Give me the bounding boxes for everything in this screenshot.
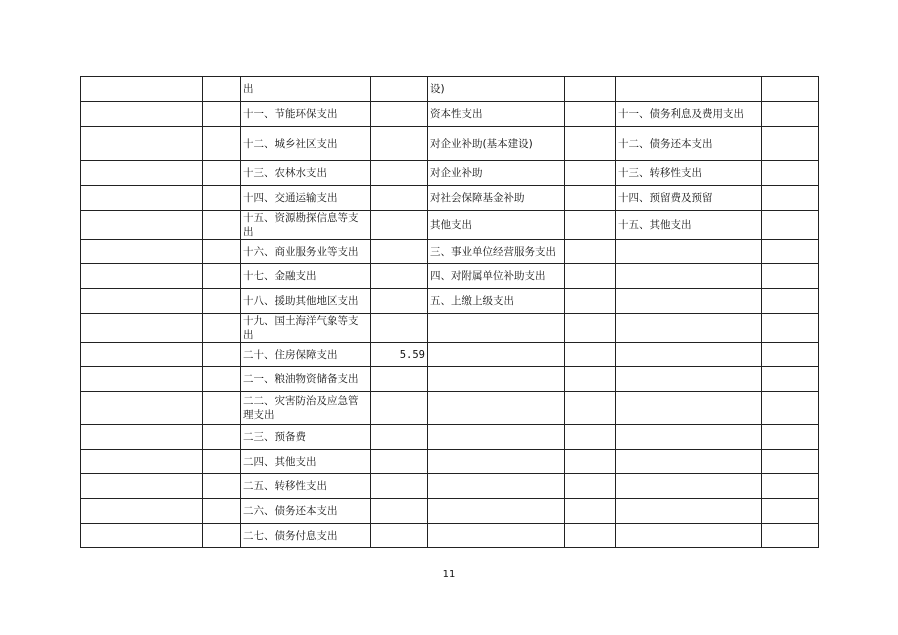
table-cell: 5.59 [371, 343, 428, 367]
table-cell [371, 392, 428, 425]
table-cell [565, 127, 616, 161]
table-cell [81, 314, 203, 343]
table-cell: 十九、国土海洋气象等支出 [241, 314, 371, 343]
table-cell: 二六、债务还本支出 [241, 499, 371, 524]
table-row [81, 392, 819, 425]
table-cell [428, 367, 565, 392]
table-cell: 对社会保障基金补助 [428, 186, 565, 211]
table-cell [565, 264, 616, 289]
table-cell [81, 77, 203, 102]
table-cell: 十四、交通运输支出 [241, 186, 371, 211]
table-row [81, 186, 819, 211]
table-cell [81, 343, 203, 367]
table-cell: 二二、灾害防治及应急管理支出 [241, 392, 371, 425]
table-cell [616, 240, 762, 264]
table-cell [371, 161, 428, 186]
table-cell [565, 77, 616, 102]
table-cell [616, 392, 762, 425]
table-cell [616, 367, 762, 392]
table-cell [203, 314, 241, 343]
table-cell [428, 499, 565, 524]
table-cell [616, 289, 762, 314]
table-cell [616, 425, 762, 450]
table-cell: 十七、金融支出 [241, 264, 371, 289]
table-cell [565, 161, 616, 186]
table-row [81, 102, 819, 127]
table-cell [565, 474, 616, 499]
table-cell [203, 289, 241, 314]
table-cell [203, 343, 241, 367]
table-cell: 十五、其他支出 [616, 211, 762, 240]
table-cell [428, 450, 565, 474]
table-cell: 五、上缴上级支出 [428, 289, 565, 314]
page-number: 11 [442, 569, 456, 580]
table-cell [371, 211, 428, 240]
table-cell [565, 211, 616, 240]
table-cell [565, 524, 616, 548]
table-cell [371, 102, 428, 127]
table-cell: 三、事业单位经营服务支出 [428, 240, 565, 264]
table-cell [762, 425, 819, 450]
table-cell [81, 289, 203, 314]
table-cell [81, 367, 203, 392]
table-cell [203, 392, 241, 425]
table-cell [762, 524, 819, 548]
table-cell [81, 211, 203, 240]
table-cell [81, 102, 203, 127]
table-cell: 十六、商业服务业等支出 [241, 240, 371, 264]
table-cell [81, 264, 203, 289]
table-cell [203, 102, 241, 127]
table-cell [762, 289, 819, 314]
table-cell [371, 450, 428, 474]
table-cell [81, 161, 203, 186]
table-cell: 十一、债务利息及费用支出 [616, 102, 762, 127]
table-cell [762, 367, 819, 392]
table-cell: 对企业补助 [428, 161, 565, 186]
table-cell [565, 367, 616, 392]
table-cell [371, 289, 428, 314]
table-row [81, 127, 819, 161]
table-cell [616, 264, 762, 289]
table-cell [762, 240, 819, 264]
table-cell: 二四、其他支出 [241, 450, 371, 474]
table-cell: 二七、债务付息支出 [241, 524, 371, 548]
table-cell [616, 450, 762, 474]
table-cell [616, 314, 762, 343]
table-cell [203, 240, 241, 264]
table-cell [762, 127, 819, 161]
table-cell [203, 161, 241, 186]
table-cell [762, 211, 819, 240]
table-cell [565, 102, 616, 127]
table-cell: 出 [241, 77, 371, 102]
table-cell: 其他支出 [428, 211, 565, 240]
table-cell: 十二、债务还本支出 [616, 127, 762, 161]
table-cell [762, 343, 819, 367]
table-cell [371, 240, 428, 264]
table-row [81, 314, 819, 343]
table-cell [203, 499, 241, 524]
table-cell [203, 450, 241, 474]
table-cell [565, 343, 616, 367]
table-cell [565, 314, 616, 343]
table-cell [762, 499, 819, 524]
table-row [81, 240, 819, 264]
table-row [81, 264, 819, 289]
table-cell [371, 367, 428, 392]
table-cell [371, 127, 428, 161]
table-cell: 十三、农林水支出 [241, 161, 371, 186]
table-cell: 十五、资源勘探信息等支出 [241, 211, 371, 240]
table-cell [565, 186, 616, 211]
table-cell [428, 343, 565, 367]
table-cell [371, 77, 428, 102]
table-cell [565, 450, 616, 474]
table-cell [203, 186, 241, 211]
table-row [81, 77, 819, 102]
table-cell [81, 499, 203, 524]
table-row [81, 289, 819, 314]
table-cell: 四、对附属单位补助支出 [428, 264, 565, 289]
table-cell [203, 524, 241, 548]
table-cell [81, 425, 203, 450]
table-cell: 十八、援助其他地区支出 [241, 289, 371, 314]
table-cell [81, 392, 203, 425]
table-cell [203, 264, 241, 289]
table-cell [762, 77, 819, 102]
table-row [81, 524, 819, 548]
table-row [81, 425, 819, 450]
table-cell [565, 240, 616, 264]
table-row [81, 499, 819, 524]
table-cell [81, 240, 203, 264]
table-cell [81, 127, 203, 161]
table-cell [203, 77, 241, 102]
table-cell [762, 102, 819, 127]
table-cell [428, 524, 565, 548]
table-cell: 十一、节能环保支出 [241, 102, 371, 127]
table-row [81, 343, 819, 367]
table-cell [371, 314, 428, 343]
table-cell [762, 450, 819, 474]
table-cell: 二十、住房保障支出 [241, 343, 371, 367]
table-cell [762, 186, 819, 211]
table-cell [81, 186, 203, 211]
table-cell: 十四、预留费及预留 [616, 186, 762, 211]
table-cell [371, 186, 428, 211]
table-cell [616, 474, 762, 499]
table-cell [203, 211, 241, 240]
table-cell [81, 474, 203, 499]
table-cell [565, 392, 616, 425]
table-cell [203, 474, 241, 499]
table-cell [428, 474, 565, 499]
table-cell: 二五、转移性支出 [241, 474, 371, 499]
table-cell: 资本性支出 [428, 102, 565, 127]
table-cell [203, 367, 241, 392]
table-cell [428, 425, 565, 450]
table-cell [203, 127, 241, 161]
table-cell [616, 499, 762, 524]
table-cell [371, 524, 428, 548]
table-row [81, 367, 819, 392]
table-cell [616, 77, 762, 102]
table-cell: 十三、转移性支出 [616, 161, 762, 186]
table-cell [81, 524, 203, 548]
table-cell [762, 474, 819, 499]
table-cell [565, 499, 616, 524]
table-cell [371, 264, 428, 289]
table-cell: 设) [428, 77, 565, 102]
table-cell [371, 425, 428, 450]
table-cell [371, 499, 428, 524]
table-cell [762, 161, 819, 186]
table-cell [81, 450, 203, 474]
table-cell [565, 289, 616, 314]
table-cell [565, 425, 616, 450]
table-row [81, 474, 819, 499]
table-cell: 对企业补助(基本建设) [428, 127, 565, 161]
table-row [81, 161, 819, 186]
table-cell [371, 474, 428, 499]
table-cell [616, 343, 762, 367]
table-row [81, 211, 819, 240]
table-cell [428, 314, 565, 343]
table-cell [428, 392, 565, 425]
table-cell [762, 392, 819, 425]
table-cell [203, 425, 241, 450]
budget-table [80, 76, 819, 548]
table-cell [616, 524, 762, 548]
table-cell: 二一、粮油物资储备支出 [241, 367, 371, 392]
table-cell [762, 314, 819, 343]
table-cell: 十二、城乡社区支出 [241, 127, 371, 161]
table-cell: 二三、预备费 [241, 425, 371, 450]
table-cell [762, 264, 819, 289]
table-row [81, 450, 819, 474]
